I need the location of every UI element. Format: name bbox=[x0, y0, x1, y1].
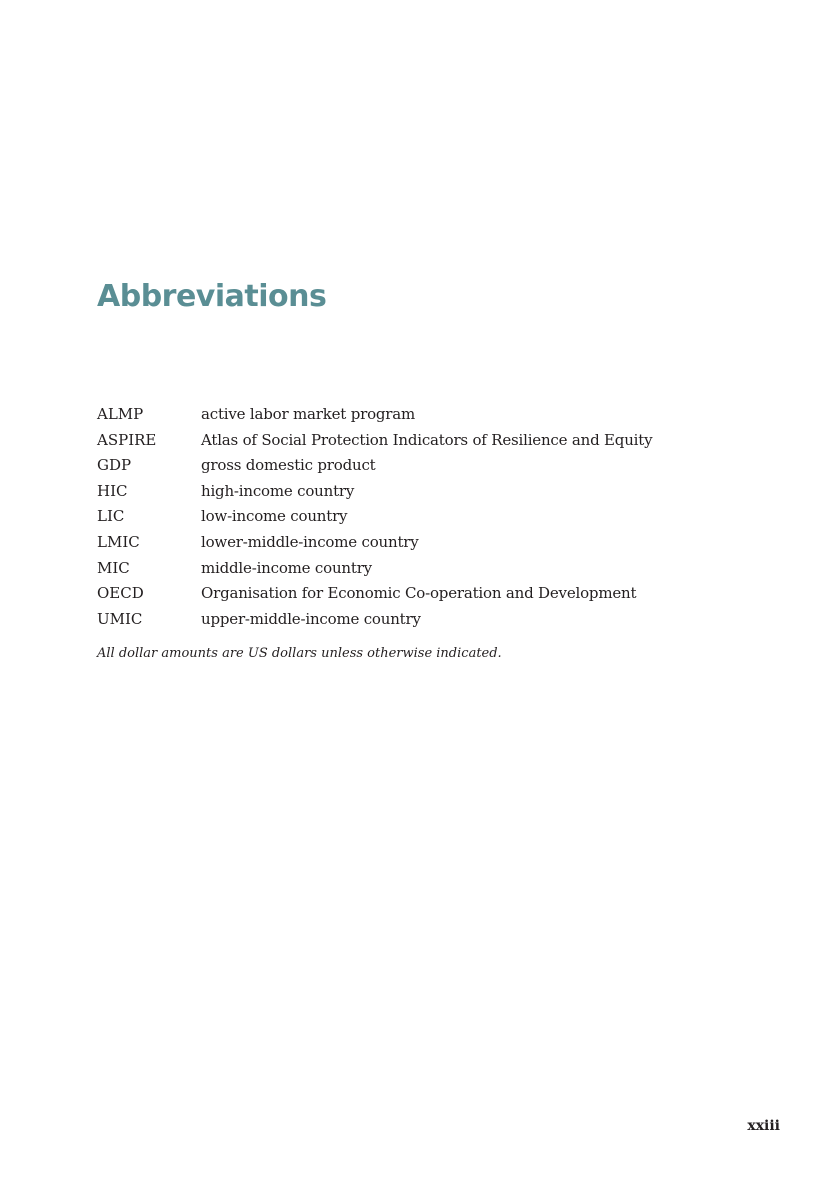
abbreviation-row bbox=[97, 504, 652, 530]
abbreviation-term: UMIC bbox=[97, 609, 143, 628]
abbreviation-definition: upper-middle-income country bbox=[201, 609, 421, 628]
abbreviation-definition: gross domestic product bbox=[201, 456, 376, 475]
abbreviation-term: ALMP bbox=[97, 405, 144, 423]
abbreviation-row bbox=[97, 453, 652, 479]
abbreviation-term: MIC bbox=[97, 558, 130, 577]
page-title: Abbreviations bbox=[97, 279, 327, 314]
abbreviation-term: HIC bbox=[97, 481, 128, 500]
abbreviation-row bbox=[97, 479, 652, 505]
abbreviation-definition: high-income country bbox=[201, 481, 355, 500]
abbreviation-row bbox=[97, 581, 652, 607]
abbreviation-term: OECD bbox=[97, 584, 144, 603]
currency-note: All dollar amounts are US dollars unless otherwise indicated. bbox=[97, 646, 502, 661]
page-number: xxiii bbox=[747, 1118, 780, 1134]
abbreviation-definition: lower-middle-income country bbox=[201, 532, 419, 551]
abbreviation-row bbox=[97, 556, 652, 582]
abbreviation-row bbox=[97, 607, 652, 633]
abbreviation-term: ASPIRE bbox=[97, 430, 157, 449]
abbreviation-list bbox=[97, 402, 652, 632]
abbreviation-definition: low-income country bbox=[201, 507, 348, 526]
abbreviation-definition: Organisation for Economic Co-operation and Development bbox=[201, 584, 637, 603]
abbreviation-row bbox=[97, 428, 652, 454]
abbreviation-row bbox=[97, 530, 652, 556]
abbreviation-term: LIC bbox=[97, 507, 125, 526]
abbreviation-definition: Atlas of Social Protection Indicators of Resilience and Equity bbox=[201, 430, 653, 449]
abbreviation-definition: active labor market program bbox=[201, 405, 416, 423]
abbreviation-definition: middle-income country bbox=[201, 558, 372, 577]
abbreviation-term: GDP bbox=[97, 456, 132, 475]
abbreviation-term: LMIC bbox=[97, 532, 140, 551]
abbreviation-row bbox=[97, 402, 652, 428]
